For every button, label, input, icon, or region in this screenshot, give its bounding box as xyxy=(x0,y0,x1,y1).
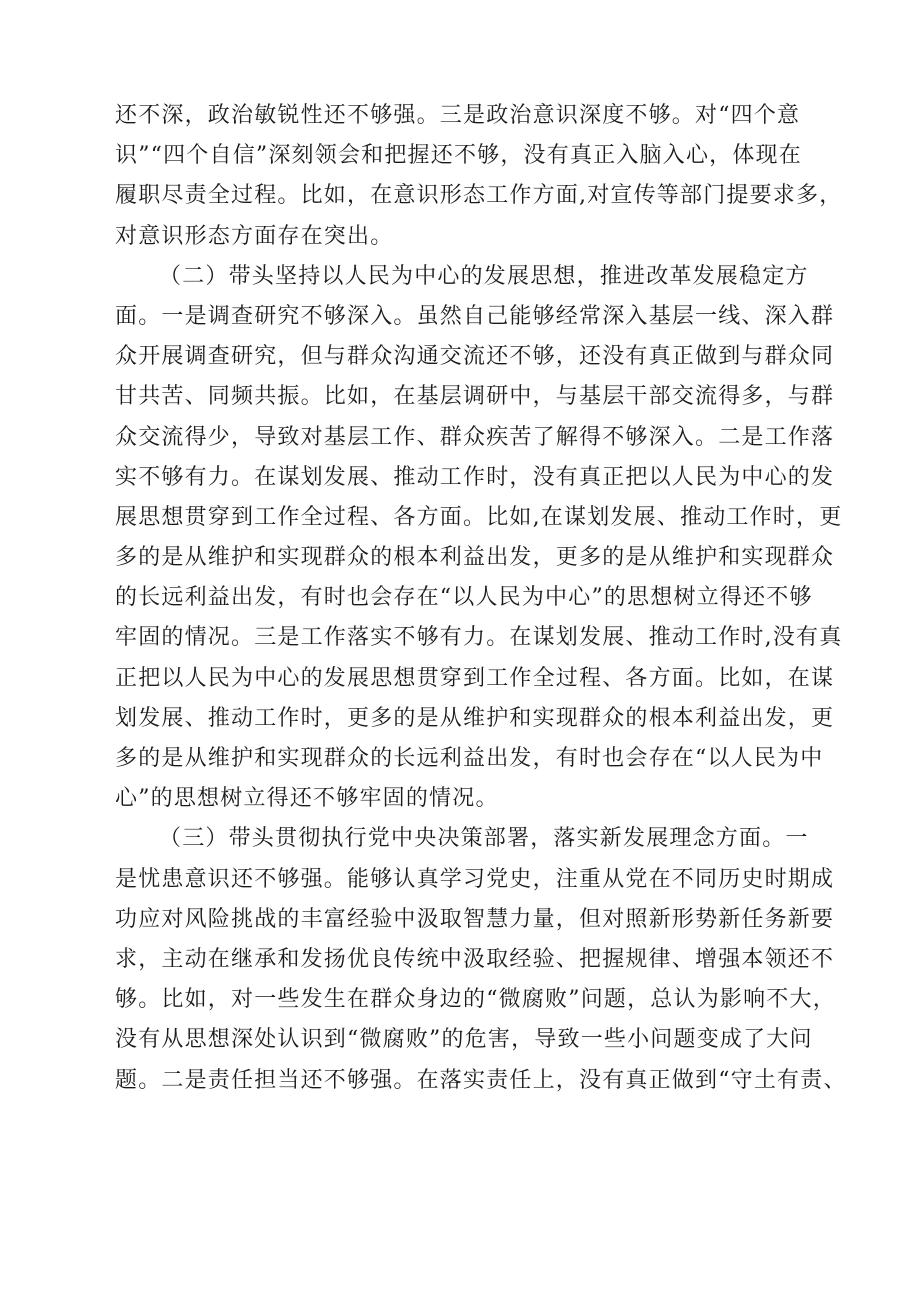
text-line: 履职尽责全过程。比如，在意识形态工作方面,对宣传等部门提要求多， xyxy=(115,183,843,209)
text-line: 众交流得少，导致对基层工作、群众疾苦了解得不够深入。二是工作落 xyxy=(115,424,835,450)
text-line: 划发展、推动工作时，更多的是从维护和实现群众的根本利益出发，更 xyxy=(115,705,835,731)
body-text xyxy=(115,96,855,1101)
text-line: 多的是从维护和实现群众的长远利益出发，有时也会存在“以人民为中 xyxy=(115,746,824,771)
text-line: 众开展调查研究，但与群众沟通交流还不够，还没有真正做到与群众同 xyxy=(115,344,835,370)
text-line: 识”“四个自信”深刻领会和把握还不够，没有真正入脑入心，体现在 xyxy=(115,143,802,169)
text-line: 够。比如，对一些发生在群众身边的“微腐败”问题，总认为影响不大， xyxy=(115,987,836,1013)
text-line: 面。一是调查研究不够深入。虽然自己能够经常深入基层一线、深入群 xyxy=(115,303,835,329)
text-line: 求，主动在继承和发扬优良传统中汲取经验、把握规律、增强本领还不 xyxy=(115,946,835,972)
paragraph-first-line: （三）带头贯彻执行党中央决策部署，落实新发展理念方面。一 xyxy=(159,826,809,852)
text-line: 题。二是责任担当还不够强。在落实责任上，没有真正做到“守土有责、 xyxy=(115,1067,847,1093)
text-line: 没有从思想深处认识到“微腐败”的危害，导致一些小问题变成了大问 xyxy=(115,1027,813,1053)
text-line: 牢固的情况。三是工作落实不够有力。在谋划发展、推动工作时,没有真 xyxy=(115,625,843,651)
text-line: 还不深，政治敏锐性还不够强。三是政治意识深度不够。对“四个意 xyxy=(115,103,801,128)
text-line: 多的是从维护和实现群众的根本利益出发，更多的是从维护和实现群众 xyxy=(115,545,835,571)
text-line: 正把以人民为中心的发展思想贯穿到工作全过程、各方面。比如，在谋 xyxy=(115,665,835,691)
paragraph-first-line: （二）带头坚持以人民为中心的发展思想，推进改革发展稳定方 xyxy=(159,263,809,289)
text-line: 展思想贯穿到工作全过程、各方面。比如,在谋划发展、推动工作时，更 xyxy=(115,504,843,530)
text-line: 功应对风险挑战的丰富经验中汲取智慧力量，但对照新形势新任务新要 xyxy=(115,906,835,932)
text-line: 的长远利益出发，有时也会存在“以人民为中心”的思想树立得还不够 xyxy=(115,585,813,611)
text-line: 甘共苦、同频共振。比如，在基层调研中，与基层干部交流得多，与群 xyxy=(115,384,835,410)
text-line: 对意识形态方面存在突出。 xyxy=(115,223,394,249)
text-line: 心”的思想树立得还不够牢固的情况。 xyxy=(115,786,499,812)
text-line: 是忧患意识还不够强。能够认真学习党史，注重从党在不同历史时期成 xyxy=(115,866,835,892)
text-line: 实不够有力。在谋划发展、推动工作时，没有真正把以人民为中心的发 xyxy=(115,464,835,490)
